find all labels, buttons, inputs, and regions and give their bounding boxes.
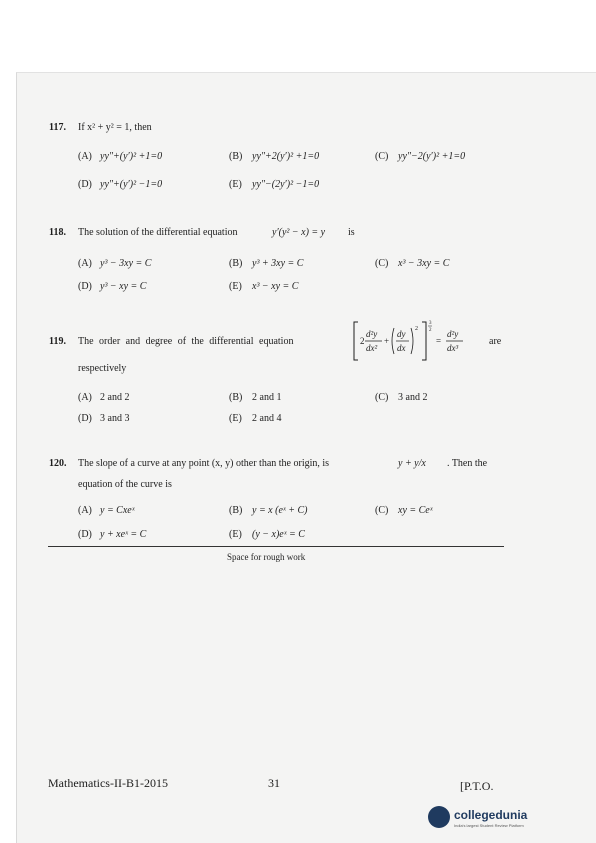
option-label: (C) [375,392,389,403]
option-label: (D) [78,413,92,424]
option-text: yy″+2(y′)² +1=0 [252,151,320,162]
option-text: yy″−(2y′)² −1=0 [252,179,320,190]
rough-work-divider [48,546,504,547]
question-stem-cont: equation of the curve is [78,479,172,490]
option-text: x³ − 3xy = C [398,258,450,269]
question-number: 117. [49,122,66,133]
option-label: (B) [229,505,243,516]
page-number: 31 [268,776,280,790]
svg-text:dy: dy [397,329,406,339]
option-text: 2 and 2 [100,392,130,403]
question-number: 118. [49,227,66,238]
svg-text:2: 2 [415,326,418,332]
question-math: y + y/x [398,458,426,469]
option-label: (E) [229,413,242,424]
option-label: (A) [78,392,92,403]
question-stem-end: is [348,227,355,238]
question-stem: The order and degree of the differential equation [78,336,294,347]
option-text: 3 and 3 [100,413,130,424]
option-text: x³ − xy = C [252,281,299,292]
option-label: (B) [229,392,243,403]
option-label: (D) [78,529,92,540]
option-text: y³ − 3xy = C [100,258,152,269]
pto-label: [P.T.O. [460,779,494,793]
question-stem: The solution of the differential equation [78,227,238,238]
option-text: (y − x)eˣ = C [252,529,305,540]
option-text: y = x (eˣ + C) [252,505,308,516]
option-label: (D) [78,179,92,190]
question-stem-cont: respectively [78,363,127,374]
svg-text:dx²: dx² [366,343,378,353]
option-text: yy″+(y′)² −1=0 [100,179,163,190]
option-text: y³ + 3xy = C [252,258,304,269]
question-stem-end: . Then the [447,458,488,469]
option-label: (D) [78,281,92,292]
question-number: 120. [49,458,67,469]
svg-text:dx: dx [397,343,406,353]
option-label: (C) [375,151,389,162]
option-label: (A) [78,505,92,516]
watermark-brand: collegedunia [454,808,528,822]
option-label: (C) [375,258,389,269]
option-text: y³ − xy = C [100,281,147,292]
option-text: yy″+(y′)² +1=0 [100,151,163,162]
option-text: yy″−2(y′)² +1=0 [398,151,466,162]
option-text: y = Cxeˣ [100,505,135,516]
svg-text:dx³: dx³ [447,343,459,353]
svg-text:+: + [384,336,390,346]
svg-text:2: 2 [360,336,365,346]
option-label: (C) [375,505,389,516]
svg-text:3: 3 [429,321,432,326]
question-stem: If x² + y² = 1, then [78,122,152,133]
option-label: (E) [229,281,242,292]
option-label: (B) [229,151,243,162]
option-label: (A) [78,151,92,162]
question-math: y′(y² − x) = y [272,227,326,238]
differential-equation-figure [352,318,486,364]
option-label: (B) [229,258,243,269]
option-label: (E) [229,179,242,190]
option-label: (E) [229,529,242,540]
watermark-tagline: India's largest Student Review Platform [454,823,524,828]
collegedunia-logo-icon [428,806,450,828]
option-text: 2 and 4 [252,413,282,424]
question-stem-end: are [489,336,502,347]
svg-text:=: = [436,336,442,346]
page-top-margin [0,0,596,72]
svg-text:d²y: d²y [366,329,378,339]
paper-code: Mathematics-II-B1-2015 [48,776,168,790]
option-label: (A) [78,258,92,269]
question-stem: The slope of a curve at any point (x, y) other than the origin, is [78,458,330,469]
option-text: xy = Ceˣ [398,505,433,516]
option-text: 3 and 2 [398,392,428,403]
svg-text:d²y: d²y [447,329,459,339]
svg-text:2: 2 [429,328,432,333]
rough-work-label: Space for rough work [227,552,306,562]
option-text: 2 and 1 [252,392,282,403]
question-number: 119. [49,336,66,347]
option-text: y + xeˣ = C [100,529,147,540]
